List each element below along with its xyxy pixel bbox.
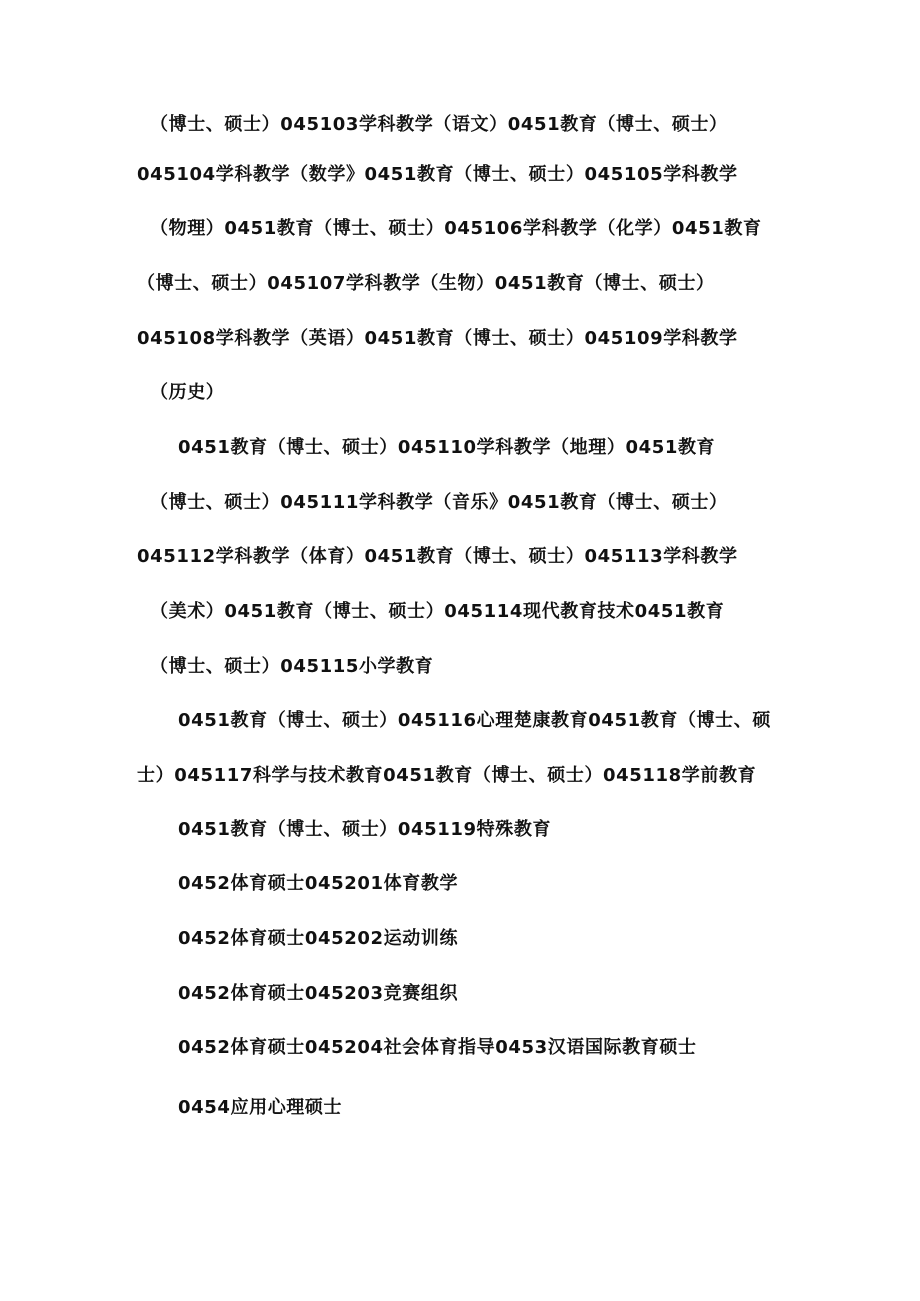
text-line: 士）045117科学与技术教育0451教育（博士、硕士）045118学前教育 [137, 765, 757, 786]
text-line: （美术）0451教育（博士、硕士）045114现代教育技术0451教育 [150, 601, 725, 622]
text-line: 0452体育硕士045202运动训练 [178, 928, 459, 949]
text-line: 0451教育（博士、硕士）045119特殊教育 [178, 819, 552, 840]
text-line: （博士、硕士）045107学科教学（生物）0451教育（博士、硕士） [137, 273, 715, 294]
text-line: 045112学科教学（体育）0451教育（博士、硕士）045113学科教学 [137, 546, 738, 567]
text-line: 045108学科教学（英语）0451教育（博士、硕士）045109学科教学 [137, 328, 738, 349]
text-line: 045104学科教学（数学》0451教育（博士、硕士）045105学科教学 [137, 164, 738, 185]
text-line: （博士、硕士）045111学科教学（音乐》0451教育（博士、硕士） [150, 492, 728, 513]
text-line: （物理）0451教育（博士、硕士）045106学科教学（化学）0451教育 [150, 218, 762, 239]
text-line: 0454应用心理硕士 [178, 1097, 343, 1118]
text-line: 0452体育硕士045201体育教学 [178, 873, 459, 894]
text-line: 0451教育（博士、硕士）045110学科教学（地理）0451教育 [178, 437, 716, 458]
text-line: 0452体育硕士045203竞赛组织 [178, 983, 459, 1004]
text-line: 0451教育（博士、硕士）045116心理楚康教育0451教育（博士、硕 [178, 710, 771, 731]
text-line: 0452体育硕士045204社会体育指导0453汉语国际教育硕士 [178, 1037, 697, 1058]
text-line: （博士、硕士）045103学科教学（语文）0451教育（博士、硕士） [150, 114, 728, 135]
text-line: （博士、硕士）045115小学教育 [150, 656, 434, 677]
text-line: （历史） [150, 382, 225, 403]
